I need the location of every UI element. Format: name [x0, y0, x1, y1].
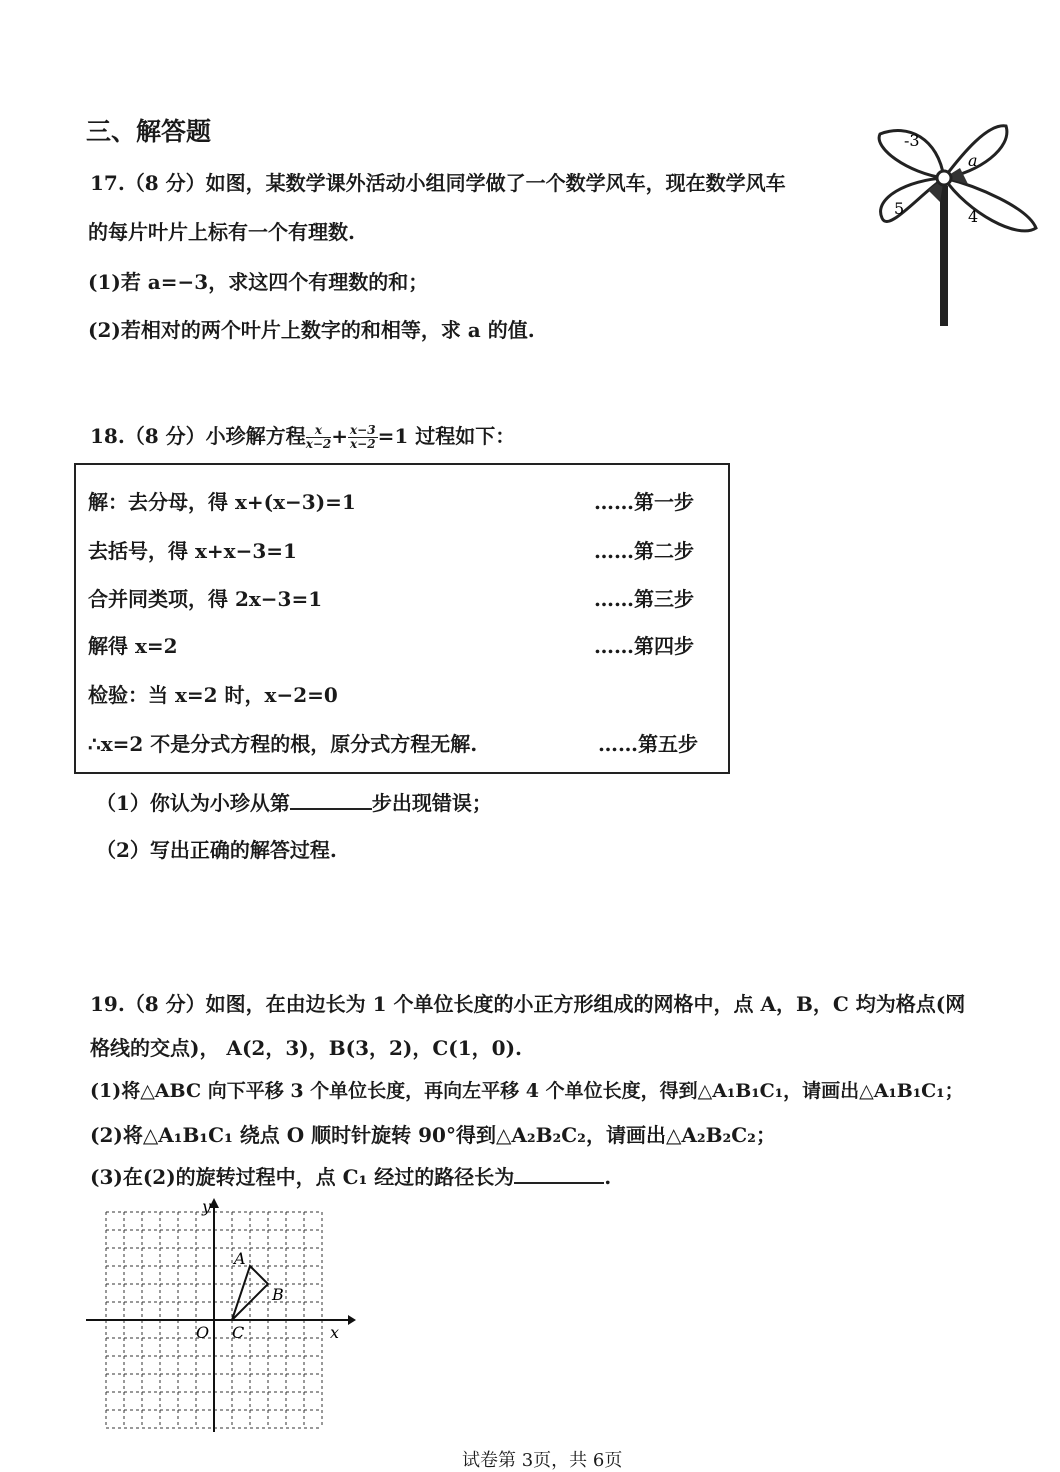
q19-grid-figure	[86, 1196, 356, 1434]
q17-part2: (2)若相对的两个叶片上数字的和相等，求 a 的值.	[88, 318, 535, 342]
q19-part3-prefix: (3)在(2)的旋转过程中，点 C₁ 经过的路径长为	[90, 1165, 515, 1189]
q18-intro	[90, 420, 515, 451]
label-c: C	[232, 1323, 245, 1342]
q18-step2-text: 去括号，得 x+x−3=1	[88, 539, 297, 563]
q17-line2: 的每片叶片上标有一个有理数.	[88, 220, 355, 244]
q18-intro-suffix: =1 过程如下：	[377, 424, 516, 448]
q18-step1-label: ……第一步	[594, 490, 694, 514]
q18-plus: +	[331, 424, 349, 448]
q18-frac2-den: x−2	[350, 437, 376, 451]
q19-part1: (1)将△ABC 向下平移 3 个单位长度，再向左平移 4 个单位长度，得到△A₁B₁C₁，请画出△A₁B₁C₁；	[90, 1080, 964, 1102]
q18-part1-prefix: （1）你认为小珍从第	[96, 791, 290, 815]
label-x: x	[330, 1323, 340, 1342]
q19-line2: 格线的交点)， A(2，3)，B(3，2)，C(1，0).	[90, 1036, 523, 1060]
q19-part3	[90, 1161, 611, 1190]
label-o: O	[196, 1323, 210, 1342]
q18-part1-suffix: 步出现错误；	[371, 791, 492, 815]
q18-step3-label: ……第三步	[594, 587, 694, 611]
q19-line1: 19.（8 分）如图，在由边长为 1 个单位长度的小正方形组成的网格中，点 A，B，C 均为格点(网	[90, 992, 966, 1016]
q19-part3-suffix: .	[604, 1165, 612, 1189]
q18-intro-prefix: 18.（8 分）小珍解方程	[90, 424, 306, 448]
windmill-label-top: -3	[904, 131, 920, 150]
windmill-figure	[868, 118, 1048, 330]
q17-part1: (1)若 a=−3，求这四个有理数的和；	[88, 270, 429, 294]
q18-step4-label: ……第四步	[594, 634, 694, 658]
windmill-hub	[937, 171, 951, 185]
windmill-label-bottom: 4	[968, 207, 979, 226]
windmill-label-right: a	[968, 151, 978, 170]
q18-step1-text: 解：去分母，得 x+(x−3)=1	[88, 490, 356, 514]
q19-part2: (2)将△A₁B₁C₁ 绕点 O 顺时针旋转 90°得到△A₂B₂C₂，请画出△A₂B₂C₂；	[90, 1123, 776, 1147]
q18-frac2-num: x−3	[350, 423, 376, 437]
label-b: B	[272, 1285, 284, 1304]
q19-part3-blank[interactable]	[514, 1182, 604, 1184]
q18-frac2	[348, 424, 378, 451]
q18-check-text: 检验：当 x=2 时，x−2=0	[88, 683, 338, 707]
q18-part1	[96, 787, 492, 816]
q18-step5-label: ……第五步	[598, 732, 698, 756]
windmill-blade-left	[881, 178, 944, 221]
q18-step5-text: ∴x=2 不是分式方程的根，原分式方程无解.	[88, 732, 478, 756]
q18-frac1-num: x	[306, 424, 332, 438]
q18-step3-text: 合并同类项，得 2x−3=1	[88, 587, 323, 611]
label-y: y	[202, 1197, 212, 1216]
label-a: A	[234, 1249, 246, 1268]
q17-line1: 17.（8 分）如图，某数学课外活动小组同学做了一个数学风车，现在数学风车	[90, 171, 786, 195]
windmill-blade-bottom	[944, 178, 1036, 231]
q18-frac1-den: x−2	[305, 437, 332, 451]
page-footer: 试卷第 3页，共 6页	[462, 1450, 623, 1471]
q18-part1-blank[interactable]	[290, 808, 372, 810]
windmill-pole	[940, 186, 948, 326]
q18-step2-label: ……第二步	[594, 539, 694, 563]
windmill-label-left: 5	[894, 199, 905, 218]
q18-step4-text: 解得 x=2	[88, 634, 178, 658]
x-axis-arrow	[348, 1315, 356, 1325]
section-title: 三、解答题	[86, 117, 212, 146]
q18-part2: （2）写出正确的解答过程.	[96, 838, 337, 862]
q18-frac1	[306, 424, 332, 451]
